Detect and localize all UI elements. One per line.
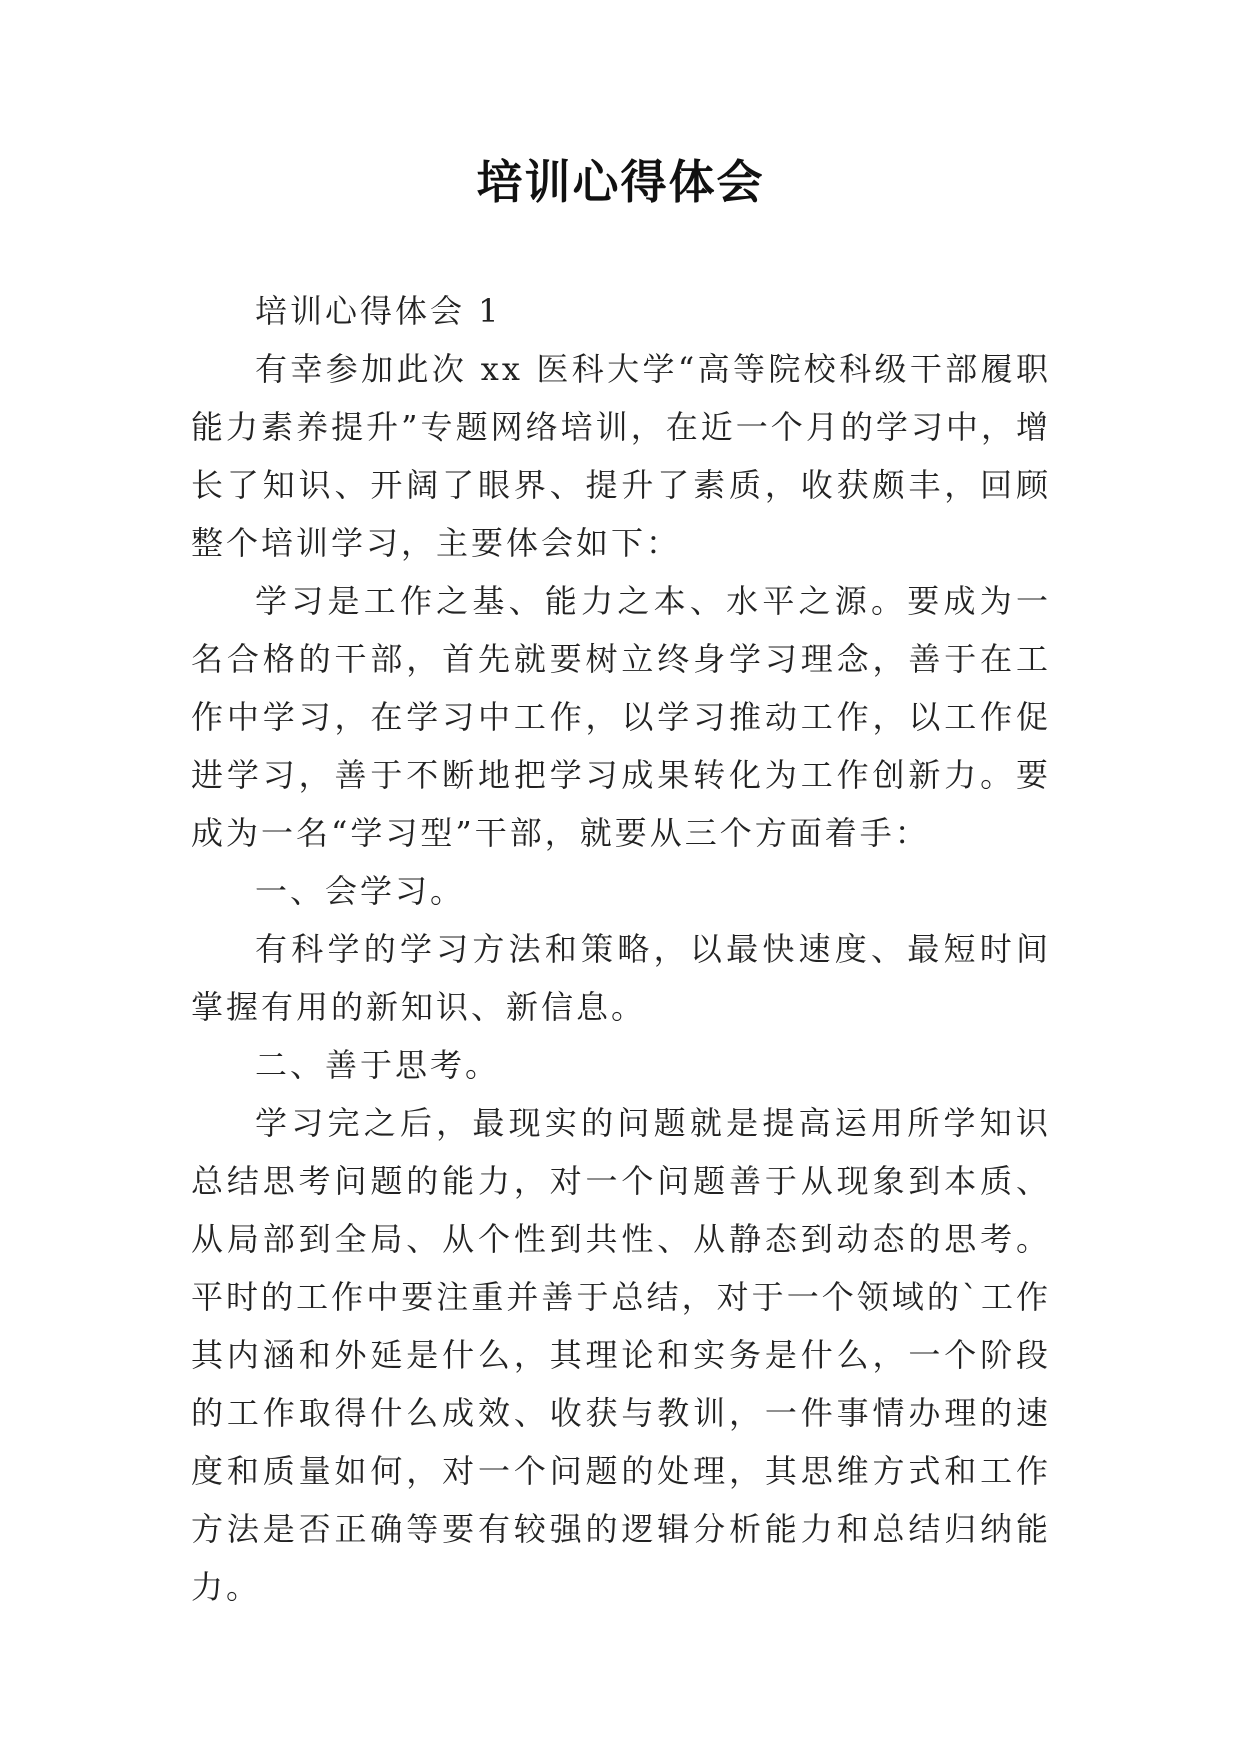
document-body xyxy=(191,282,1051,1616)
section-heading-1: 一、会学习。 xyxy=(255,872,466,910)
section-2-paragraph: 学习完之后，最现实的问题就是提高运用所学知识总结思考问题的能力，对一个问题善于从现象到本质、从局部到全局、从个性到共性、从静态到动态的思考。平时的工作中要注重并善于总结，对于一个领域的`工作其内涵和外延是什么，其理论和实务是什么，一个阶段的工作取得什么成效、收获与教训，一件事情办理的速度和质量如何，对一个问题的处理，其思维方式和工作方法是否正确等要有较强的逻辑分析能力和总结归纳能力。 xyxy=(191,1104,1051,1606)
intro-paragraph: 有幸参加此次 xx 医科大学“高等院校科级干部履职能力素养提升”专题网络培训，在近一个月的学习中，增长了知识、开阔了眼界、提升了素质，收获颇丰，回顾整个培训学习，主要体会如下： xyxy=(191,350,1051,562)
subtitle-paragraph: 培训心得体会 1 xyxy=(255,292,502,330)
learning-paragraph: 学习是工作之基、能力之本、水平之源。要成为一名合格的干部，首先就要树立终身学习理念，善于在工作中学习，在学习中工作，以学习推动工作，以工作促进学习，善于不断地把学习成果转化为工作创新力。要成为一名“学习型”干部，就要从三个方面着手： xyxy=(191,582,1051,852)
section-1-paragraph: 有科学的学习方法和策略，以最快速度、最短时间掌握有用的新知识、新信息。 xyxy=(191,930,1051,1026)
section-heading-2: 二、善于思考。 xyxy=(255,1046,501,1084)
document-title: 培训心得体会 xyxy=(476,155,765,209)
